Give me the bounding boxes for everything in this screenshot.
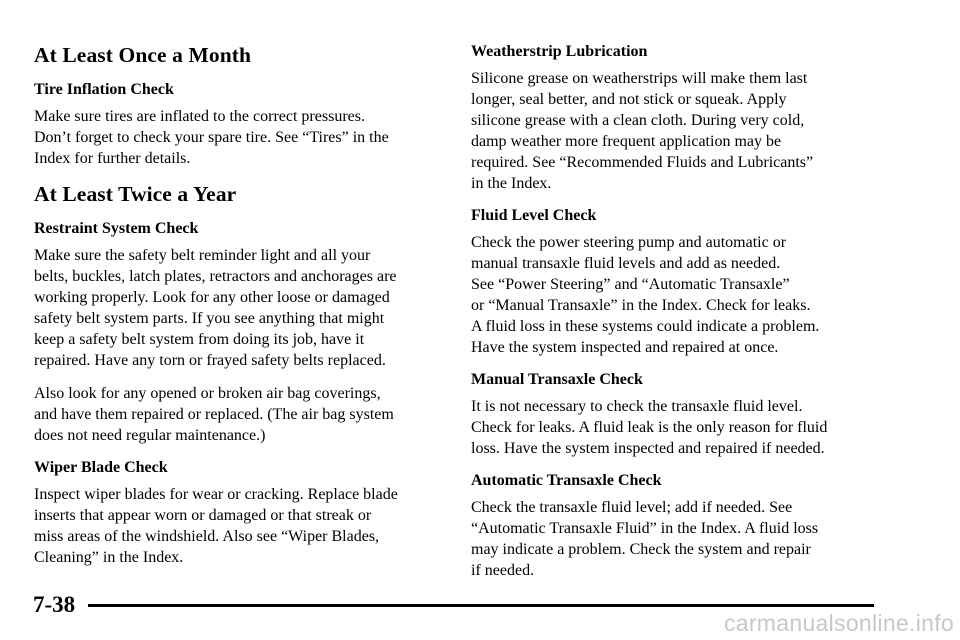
- right-column: [471, 38, 876, 593]
- automatic-transaxle-body: Check the transaxle fluid level; add if needed. See “Automatic Transaxle Fluid” in the Index. A fluid loss may indicate a problem. Check the system and repair if needed.: [471, 499, 819, 579]
- manual-transaxle-title: Manual Transaxle Check: [471, 371, 643, 388]
- restraint-system-body: Make sure the safety belt reminder light and all your belts, buckles, latch plates, retractors and anchorages are working properly. Look for any other loose or damaged safety belt system parts. If you see anything that might keep a safety belt system from doing its job, have it repaired. Have any torn or frayed safety belts replaced.: [34, 247, 397, 369]
- heading-twice-a-year: At Least Twice a Year: [34, 182, 237, 206]
- wiper-blade-title: Wiper Blade Check: [34, 459, 168, 476]
- weatherstrip-body: Silicone grease on weatherstrips will make them last longer, seal better, and not stick or squeak. Apply silicone grease with a clean cloth. During very cold, damp weather more frequent application may be required. See “Recommended Fluids and Lubricants” in the Index.: [471, 70, 814, 192]
- restraint-system-title: Restraint System Check: [34, 220, 199, 237]
- heading-once-a-month: At Least Once a Month: [34, 43, 252, 67]
- page-number: 7-38: [33, 592, 76, 617]
- automatic-transaxle-title: Automatic Transaxle Check: [471, 472, 662, 489]
- fluid-level-title: Fluid Level Check: [471, 207, 597, 224]
- footer-rule: [88, 604, 874, 607]
- weatherstrip-title: Weatherstrip Lubrication: [471, 43, 648, 60]
- fluid-level-body: Check the power steering pump and automatic or manual transaxle fluid levels and add as needed. See “Power Steering” and “Automatic Transaxle” or “Manual Transaxle” in the Index. Check for leaks. A fluid loss in these systems could indicate a problem. Have the system inspected and repaired at once.: [471, 234, 820, 356]
- wiper-blade-body: Inspect wiper blades for wear or cracking. Replace blade inserts that appear worn or damaged or that streak or miss areas of the windshield. Also see “Wiper Blades, Cleaning” in the Index.: [34, 486, 398, 566]
- left-column: [34, 38, 439, 580]
- air-bag-body: Also look for any opened or broken air bag coverings, and have them repaired or replaced. (The air bag system does not need regular maintenance.): [34, 385, 394, 444]
- watermark: carmanualsonline.info: [723, 610, 954, 636]
- tire-inflation-title: Tire Inflation Check: [34, 81, 174, 98]
- tire-inflation-body: Make sure tires are inflated to the correct pressures. Don’t forget to check your spare tire. See “Tires” in the Index for further details.: [34, 108, 389, 167]
- manual-transaxle-body: It is not necessary to check the transaxle fluid level. Check for leaks. A fluid leak is the only reason for fluid loss. Have the system inspected and repaired if needed.: [471, 398, 828, 457]
